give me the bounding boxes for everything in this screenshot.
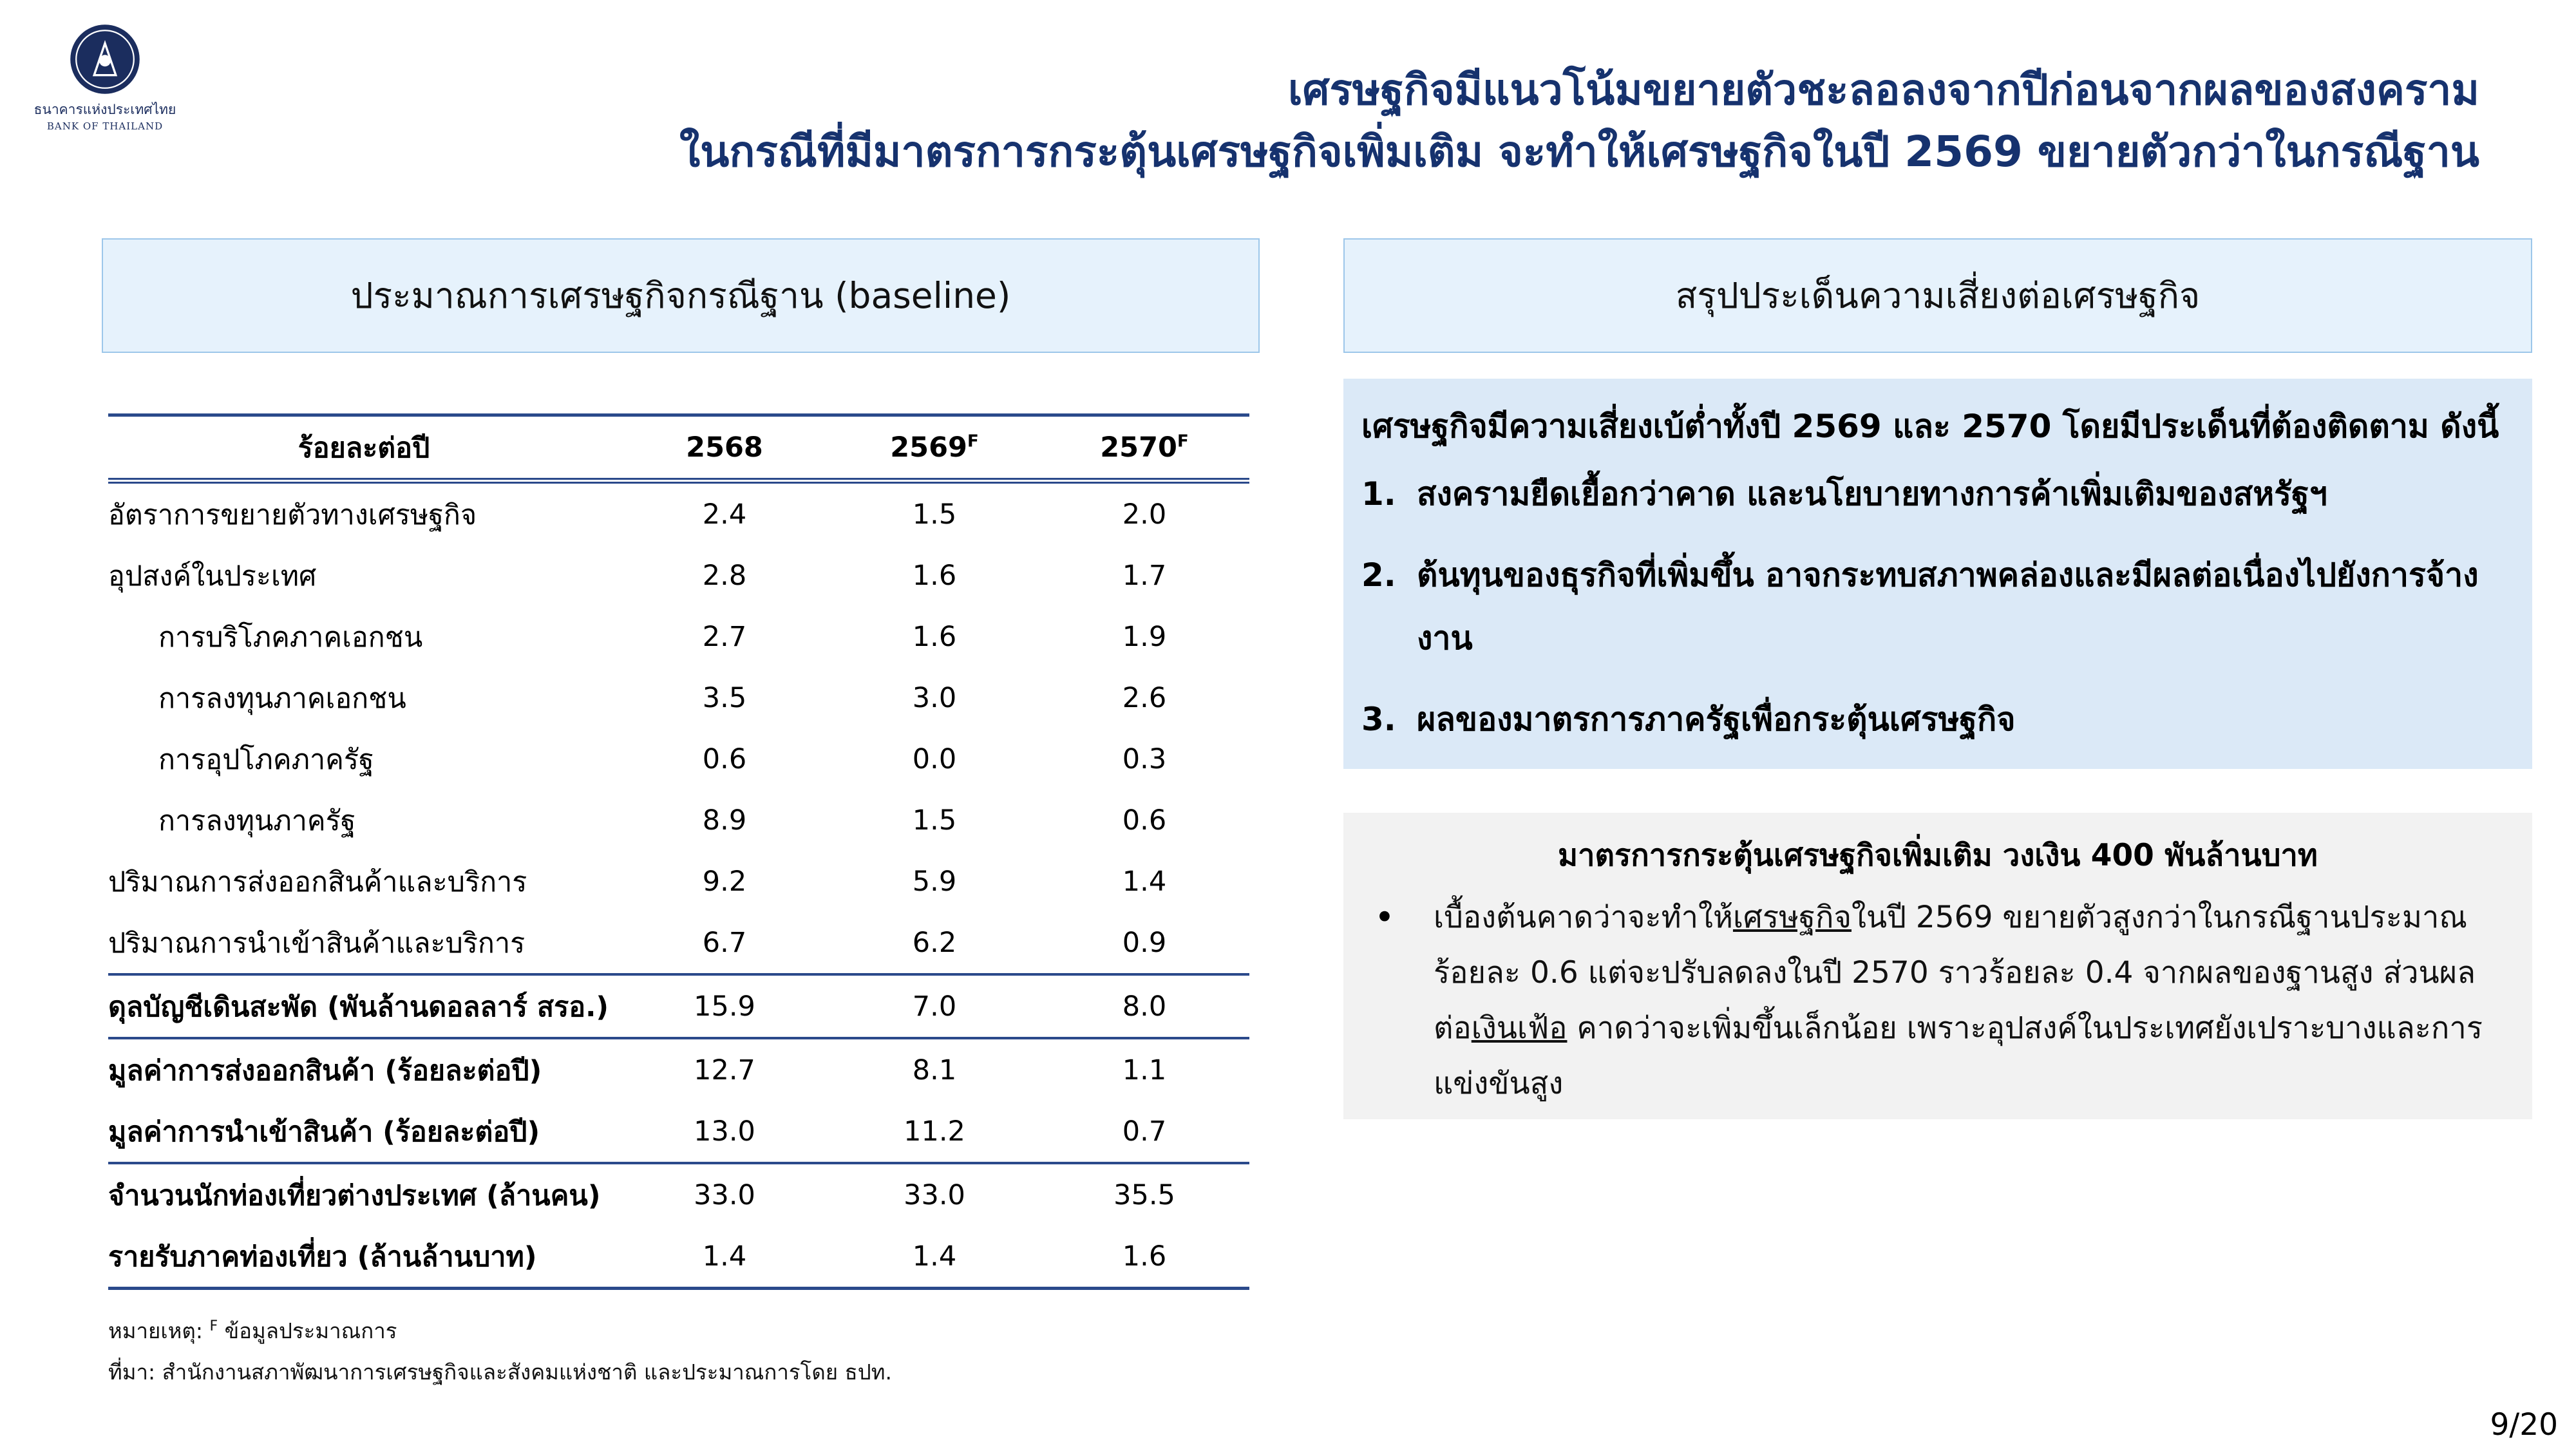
cell-value: 33.0 bbox=[829, 1163, 1039, 1226]
cell-value: 0.6 bbox=[702, 743, 747, 775]
header-year-2570: $2570^F$ bbox=[1039, 415, 1249, 481]
risk-item-number: 2. bbox=[1361, 556, 1396, 594]
cell-value: 2.4 bbox=[702, 498, 747, 531]
cell-value: 35.5 bbox=[1039, 1163, 1249, 1226]
table-row bbox=[108, 545, 1249, 606]
bot-emblem-icon bbox=[69, 23, 141, 95]
bullet-icon: • bbox=[1374, 897, 1395, 938]
underlined-inflation: เงินเฟ้อ bbox=[1471, 1010, 1567, 1046]
cell-value: 3.0 bbox=[912, 681, 957, 714]
cell-value: 5.9 bbox=[912, 865, 957, 898]
cell-value: 1.1 bbox=[1039, 1038, 1249, 1101]
risk-item-number: 1. bbox=[1361, 475, 1396, 513]
stimulus-measures-box bbox=[1343, 813, 2532, 1119]
row-label: จำนวนนักท่องเที่ยวต่างประเทศ (ล้านคน) bbox=[108, 1163, 620, 1226]
cell-value: 1.6 bbox=[1039, 1226, 1249, 1289]
table-row bbox=[108, 851, 1249, 912]
cell-value: 1.4 bbox=[620, 1226, 829, 1289]
risk-item bbox=[1361, 688, 2514, 751]
cell-value: 11.2 bbox=[904, 1115, 965, 1148]
row-label: ปริมาณการส่งออกสินค้าและบริการ bbox=[108, 866, 527, 898]
cell-value: 15.9 bbox=[620, 974, 829, 1038]
row-label: ปริมาณการนำเข้าสินค้าและบริการ bbox=[108, 927, 526, 960]
cell-value: 3.5 bbox=[702, 681, 747, 714]
cell-value: 0.0 bbox=[912, 743, 957, 775]
row-label: อุปสงค์ในประเทศ bbox=[108, 560, 317, 592]
table-row bbox=[108, 481, 1249, 545]
table-row bbox=[108, 974, 1249, 1038]
row-label: การบริโภคภาคเอกชน bbox=[158, 621, 423, 654]
table-footnote bbox=[108, 1306, 892, 1393]
risk-item bbox=[1361, 462, 2514, 526]
cell-value: 1.9 bbox=[1122, 620, 1167, 653]
logo-name-th: ธนาคารแห่งประเทศไทย bbox=[33, 102, 176, 117]
risk-panel-header: สรุปประเด็นความเสี่ยงต่อเศรษฐกิจ bbox=[1343, 238, 2532, 353]
cell-value: 2.6 bbox=[1122, 681, 1167, 714]
header-year-2569: $2569^F$ bbox=[829, 415, 1039, 481]
measures-bullet-item bbox=[1369, 890, 2506, 1112]
row-label: การอุปโภคภาครัฐ bbox=[158, 743, 374, 776]
risk-item-text: สงครามยืดเยื้อกว่าคาด และนโยบายทางการค้าเพิ่มเติมของสหรัฐฯ bbox=[1417, 475, 2327, 513]
baseline-panel-header: ประมาณการเศรษฐกิจกรณีฐาน (baseline) bbox=[102, 238, 1260, 353]
table-row bbox=[108, 667, 1249, 728]
risk-item-number: 3. bbox=[1361, 701, 1396, 738]
cell-value: 0.3 bbox=[1122, 743, 1167, 775]
title-line-1: เศรษฐกิจมีแนวโน้มขยายตัวชะลอลงจากปีก่อนจากผลของสงคราม bbox=[1288, 65, 2479, 115]
cell-value: 2.8 bbox=[702, 559, 747, 592]
table-row bbox=[108, 1038, 1249, 1101]
logo-name-en: BANK OF THAILAND bbox=[46, 120, 164, 132]
cell-value: 0.9 bbox=[1122, 926, 1167, 959]
row-label: อัตราการขยายตัวทางเศรษฐกิจ bbox=[108, 498, 477, 531]
cell-value: 33.0 bbox=[620, 1163, 829, 1226]
cell-value: 1.6 bbox=[912, 620, 957, 653]
cell-value: 6.2 bbox=[912, 926, 957, 959]
table-header-row bbox=[108, 415, 1249, 481]
cell-value: 1.4 bbox=[829, 1226, 1039, 1289]
footnote-note: หมายเหตุ: $^F$ ข้อมูลประมาณการ bbox=[108, 1318, 397, 1343]
table-row bbox=[108, 912, 1249, 974]
table-row bbox=[108, 1226, 1249, 1289]
cell-value: 2.7 bbox=[702, 620, 747, 653]
page-number: 9/20 bbox=[2490, 1407, 2558, 1443]
cell-value: 8.1 bbox=[829, 1038, 1039, 1101]
table-row bbox=[108, 728, 1249, 790]
row-label: การลงทุนภาครัฐ bbox=[158, 804, 356, 837]
underlined-economy: เศรษฐกิจ bbox=[1732, 900, 1852, 935]
row-label: รายรับภาคท่องเที่ยว (ล้านล้านบาท) bbox=[108, 1226, 620, 1289]
cell-value: 2.0 bbox=[1122, 498, 1167, 531]
title-line-2: ในกรณีที่มีมาตรการกระตุ้นเศรษฐกิจเพิ่มเติม จะทำให้เศรษฐกิจในปี 2569 ขยายตัวกว่าในกรณีฐาน bbox=[679, 127, 2479, 176]
cell-value: 1.6 bbox=[912, 559, 957, 592]
risk-summary-box bbox=[1343, 379, 2532, 769]
cell-value: 8.9 bbox=[702, 804, 747, 837]
footnote-source: ที่มา: สำนักงานสภาพัฒนาการเศรษฐกิจและสังคมแห่งชาติ และประมาณการโดย ธปท. bbox=[108, 1359, 892, 1385]
table-row bbox=[108, 1163, 1249, 1226]
bot-logo bbox=[18, 23, 192, 132]
cell-value: 0.6 bbox=[1122, 804, 1167, 837]
risk-list bbox=[1361, 462, 2514, 751]
cell-value: 8.0 bbox=[1039, 974, 1249, 1038]
table-row bbox=[108, 606, 1249, 667]
row-label: มูลค่าการส่งออกสินค้า (ร้อยละต่อปี) bbox=[108, 1038, 620, 1101]
header-year-2568: 2568 bbox=[620, 415, 829, 481]
cell-value: 1.5 bbox=[912, 804, 957, 837]
cell-value: 9.2 bbox=[702, 865, 747, 898]
row-label: ดุลบัญชีเดินสะพัด (พันล้านดอลลาร์ สรอ.) bbox=[108, 974, 620, 1038]
cell-value: 12.7 bbox=[620, 1038, 829, 1101]
cell-value: 1.7 bbox=[1122, 559, 1167, 592]
cell-value: 0.7 bbox=[1122, 1115, 1167, 1148]
cell-value: 1.5 bbox=[912, 498, 957, 531]
risk-item-text: ผลของมาตรการภาครัฐเพื่อกระตุ้นเศรษฐกิจ bbox=[1417, 701, 2016, 738]
header-unit: ร้อยละต่อปี bbox=[108, 415, 620, 481]
risk-heading: เศรษฐกิจมีความเสี่ยงเบ้ต่ำทั้งปี 2569 และ 2570 โดยมีประเด็นที่ต้องติดตาม ดังนี้ bbox=[1361, 408, 2499, 445]
row-label: มูลค่าการนำเข้าสินค้า (ร้อยละต่อปี) bbox=[108, 1115, 540, 1148]
table-row bbox=[108, 1101, 1249, 1163]
table-row bbox=[108, 790, 1249, 851]
page-title bbox=[679, 59, 2479, 183]
measures-text: เบื้องต้นคาดว่าจะทำให้เศรษฐกิจในปี 2569 ขยายตัวสูงกว่าในกรณีฐานประมาณร้อยละ 0.6 แต่จะปรับลดลงในปี 2570 ราวร้อยละ 0.4 จากผลของฐานสูง ส่วนผลต่อเงินเฟ้อ คาดว่าจะเพิ่มขึ้นเล็กน้อย เพราะอุปสงค์ในประเทศยังเปราะบางและการแข่งขันสูง bbox=[1434, 900, 2483, 1101]
cell-value: 1.4 bbox=[1122, 865, 1167, 898]
cell-value: 13.0 bbox=[694, 1115, 755, 1148]
forecast-table bbox=[108, 413, 1249, 1290]
row-label: การลงทุนภาคเอกชน bbox=[158, 682, 406, 715]
risk-item-text: ต้นทุนของธุรกิจที่เพิ่มขึ้น อาจกระทบสภาพคล่องและมีผลต่อเนื่องไปยังการจ้างงาน bbox=[1417, 556, 2479, 657]
cell-value: 6.7 bbox=[702, 926, 747, 959]
cell-value: 7.0 bbox=[829, 974, 1039, 1038]
risk-item bbox=[1361, 544, 2514, 670]
measures-heading: มาตรการกระตุ้นเศรษฐกิจเพิ่มเติม วงเงิน 400 พันล้านบาท bbox=[1558, 838, 2318, 873]
